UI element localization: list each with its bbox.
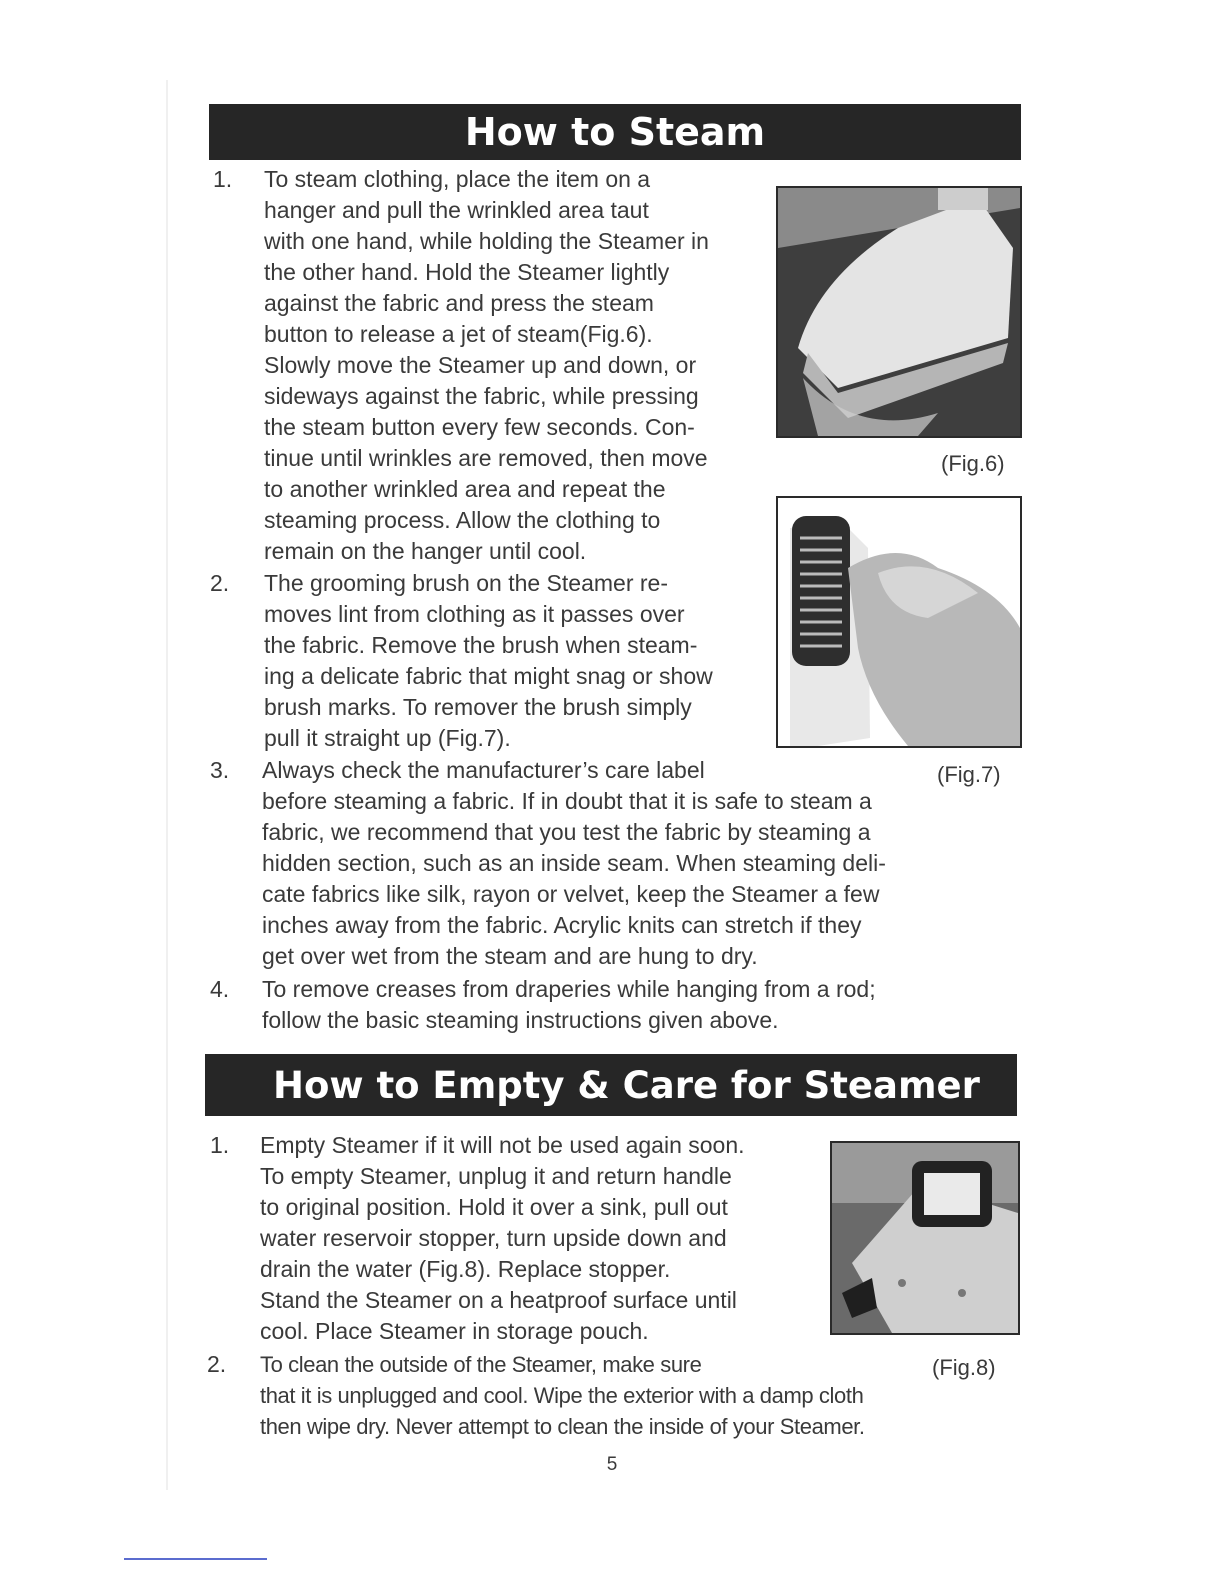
care-instruction-1: Empty Steamer if it will not be used again soon. To empty Steamer, unplug it and return handle to original position. Hold it over a sink, pull out water reservoir stopper, turn upside down and drain the water (Fig.8). Replace stopper. Stand the Steamer on a heatproof surface until cool. Place Steamer in storage pouch. — [260, 1132, 745, 1344]
fig8-caption: (Fig.8) — [932, 1355, 996, 1380]
section-title-how-to-steam: How to Steam — [209, 104, 1021, 160]
fig6-steamer-photo — [776, 186, 1022, 438]
item-number: 1. — [213, 166, 233, 192]
bottom-rule — [124, 1558, 267, 1560]
item-number: 4. — [210, 976, 230, 1002]
fig7-caption: (Fig.7) — [937, 762, 1001, 787]
item-number: 1. — [210, 1132, 230, 1158]
fig8-drain-photo — [830, 1141, 1020, 1335]
page-edge — [166, 80, 168, 1490]
steam-instruction-1: To steam clothing, place the item on a hanger and pull the wrinkled area taut with one hand, while holding the Steamer in the other hand. Hold the Steamer lightly against the fabric and press the steam button to release a jet of steam(Fig.6). Slowly move the Steamer up and down, or sideways against the fabric, while pressing the steam button every few seconds. Con- tinue until wrinkles are removed, then move to another wrinkled area and repeat the steaming process. Allow the clothing to remain on the hanger until cool. — [264, 166, 709, 564]
care-instruction-2: To clean the outside of the Steamer, make sure that it is unplugged and cool. Wipe the exterior with a damp cloth then wipe dry. Never attempt to clean the inside of your Steamer. — [260, 1352, 865, 1439]
section-title-empty-and-care — [205, 1054, 1017, 1116]
steam-instruction-2: The grooming brush on the Steamer re- moves lint from clothing as it passes over the fabric. Remove the brush when steam- ing a delicate fabric that might snag or show brush marks. To remover the brush simply pull it straight up (Fig.7). — [264, 570, 713, 751]
item-number: 3. — [210, 757, 230, 783]
section-title-text: How to Empty & Care for Steamer — [273, 1063, 980, 1107]
steam-instruction-3: Always check the manufacturer’s care label before steaming a fabric. If in doubt that it is safe to steam a fabric, we recommend that you test the fabric by steaming a hidden section, such as an inside seam. When steaming deli- cate fabrics like silk, rayon or velvet, keep the Steamer a few inches away from the fabric. Acrylic knits can stretch if they get over wet from the steam and are hung to dry. — [262, 757, 886, 969]
item-number: 2. — [210, 570, 230, 596]
page-number: 5 — [606, 1454, 618, 1475]
fig7-brush-photo — [776, 496, 1022, 748]
fig6-caption: (Fig.6) — [941, 451, 1005, 476]
steam-instruction-4: To remove creases from draperies while hanging from a rod; follow the basic steaming instructions given above. — [262, 976, 876, 1033]
item-number: 2. — [207, 1351, 227, 1377]
